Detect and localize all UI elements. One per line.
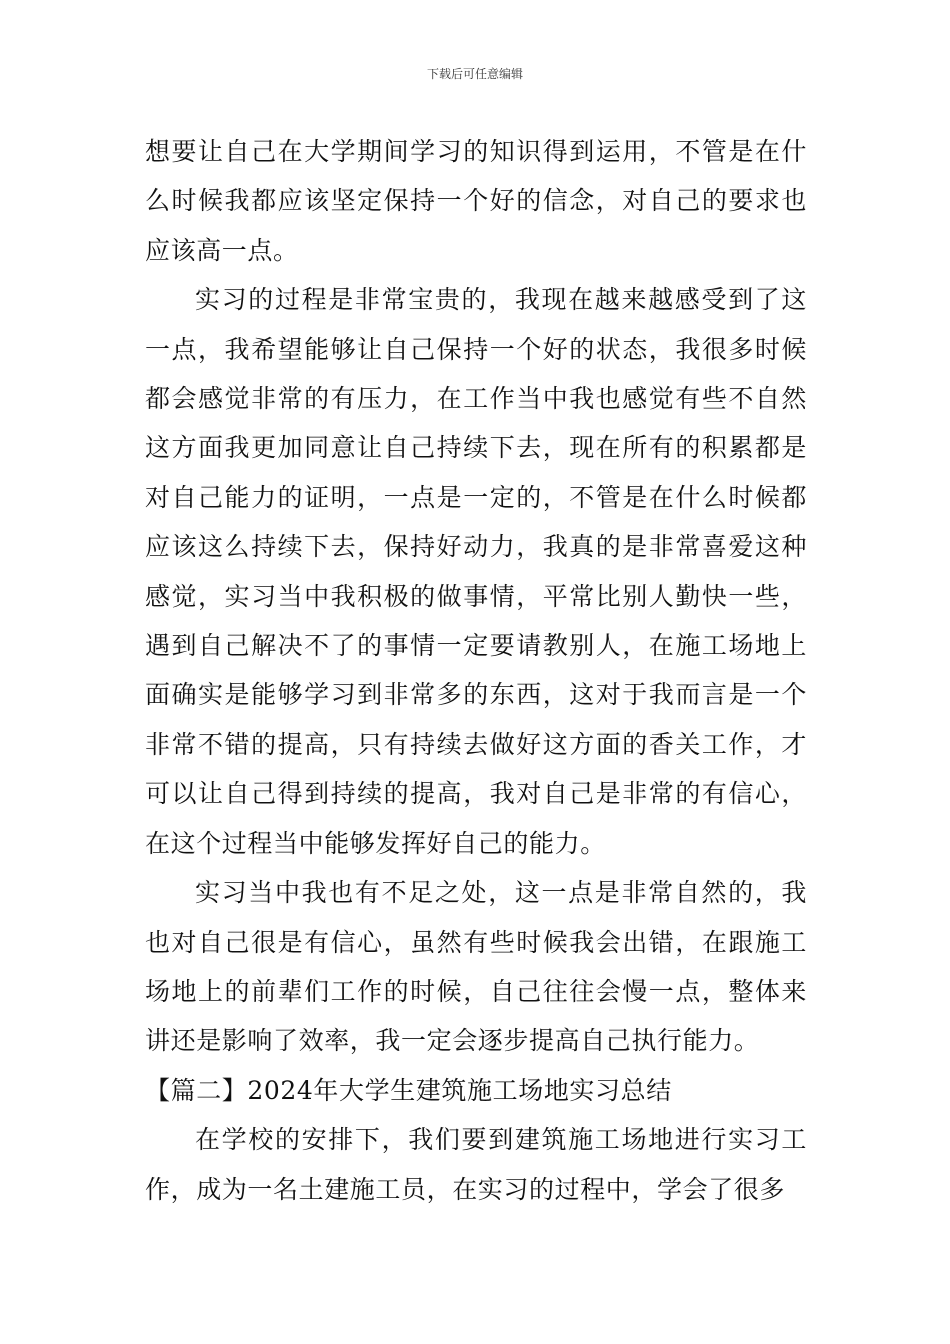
paragraph-3: 实习当中我也有不足之处，这一点是非常自然的，我也对自己很是有信心，虽然有些时候我会出错，在跟施工场地上的前辈们工作的时候，自己往往会慢一点，整体来讲还是影响了效率，我一定会逐步提高自己执行能力。	[145, 878, 807, 1056]
paragraph-2: 实习的过程是非常宝贵的，我现在越来越感受到了这一点，我希望能够让自己保持一个好的状态，我很多时候都会感觉非常的有压力，在工作当中我也感觉有些不自然这方面我更加同意让自己持续下去，现在所有的积累都是对自己能力的证明，一点是一定的，不管是在什么时候都应该这么持续下去，保持好动力，我真的是非常喜爱这种感觉，实习当中我积极的做事情，平常比别人勤快一些，遇到自己解决不了的事情一定要请教别人，在施工场地上面确实是能够学习到非常多的东西，这对于我而言是一个非常不错的提高，只有持续去做好这方面的香关工作，才可以让自己得到持续的提高，我对自己是非常的有信心，在这个过程当中能够发挥好自己的能力。	[145, 285, 807, 858]
paragraph-1: 想要让自己在大学期间学习的知识得到运用，不管是在什么时候我都应该坚定保持一个好的信念，对自己的要求也应该高一点。	[145, 137, 807, 265]
document-body	[145, 127, 807, 1214]
page-header: 下载后可任意编辑	[426, 67, 523, 81]
section-paragraph-1: 在学校的安排下，我们要到建筑施工场地进行实习工作，成为一名土建施工员，在实习的过程中，学会了很多	[145, 1125, 807, 1204]
section-heading: 【篇二】2024年大学生建筑施工场地实习总结	[145, 1075, 672, 1105]
